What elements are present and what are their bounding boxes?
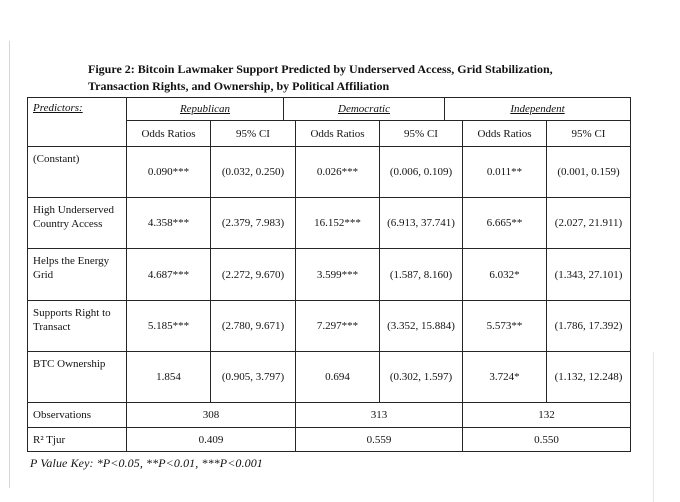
cell-value: (2.027, 21.911)	[554, 217, 623, 229]
figure-caption	[88, 61, 633, 94]
cell-value: 0.694	[296, 352, 380, 402]
table-row-high-underserved-access	[28, 197, 630, 248]
predictors-label: Predictors:	[33, 102, 83, 114]
cell-value: 0.011**	[463, 147, 547, 197]
cell-value: 6.665**	[463, 198, 547, 248]
cell-value: (2.379, 7.983)	[211, 198, 296, 248]
cell-value: 0.409	[127, 428, 296, 451]
column-header-95ci: 95% CI	[211, 121, 296, 146]
cell-value: (2.272, 9.670)	[211, 249, 296, 300]
group-header-republican: Republican	[127, 98, 284, 120]
cell-value: (0.905, 3.797)	[211, 352, 296, 402]
page-right-edge	[653, 352, 654, 502]
cell-value: 132	[538, 409, 555, 421]
cell-value: 0.090***	[127, 147, 211, 197]
table-header	[28, 98, 630, 146]
p-value-key: P Value Key: *P<0.05, **P<0.01, ***P<0.001	[30, 456, 263, 470]
cell-value: (2.780, 9.671)	[211, 301, 296, 351]
cell-value: (0.302, 1.597)	[380, 352, 463, 402]
cell-value: 5.185***	[127, 301, 211, 351]
cell-value: 3.599***	[296, 249, 380, 300]
cell-value: 1.854	[127, 352, 211, 402]
cell-value: 6.032*	[463, 249, 547, 300]
measure-header-row	[127, 121, 630, 146]
row-label: Supports Right to Transact	[28, 301, 127, 351]
table-row-constant	[28, 146, 630, 197]
table-row-helps-energy-grid	[28, 248, 630, 300]
cell-value: 4.687***	[127, 249, 211, 300]
cell-value: (0.032, 0.250)	[211, 147, 296, 197]
cell-value: (1.587, 8.160)	[380, 249, 463, 300]
cell-value: 16.152***	[296, 198, 380, 248]
table-row-r2-tjur	[28, 427, 630, 451]
page-left-edge	[9, 41, 10, 488]
cell-value: 7.297***	[296, 301, 380, 351]
party-group-row	[127, 98, 630, 121]
column-header-odds-ratios: Odds Ratios	[127, 121, 211, 146]
cell-value: (6.913, 37.741)	[380, 198, 463, 248]
figure-caption-line1: Figure 2: Bitcoin Lawmaker Support Predicted by Underserved Access, Grid Stabilization,	[88, 62, 553, 76]
group-header-independent: Independent	[510, 103, 565, 115]
cell-value: 0.550	[534, 433, 559, 446]
column-header-odds-ratios: Odds Ratios	[296, 121, 380, 146]
cell-value: 313	[296, 403, 463, 427]
cell-value: 0.559	[296, 428, 463, 451]
row-label: High Underserved Country Access	[28, 198, 127, 248]
table-row-observations	[28, 402, 630, 427]
cell-value: (1.343, 27.101)	[554, 268, 623, 281]
cell-value: (3.352, 15.884)	[380, 301, 463, 351]
cell-value: (0.001, 0.159)	[557, 166, 620, 178]
row-label: R² Tjur	[28, 428, 127, 451]
cell-value: (0.006, 0.109)	[380, 147, 463, 197]
figure-caption-line2: Transaction Rights, and Ownership, by Political Affiliation	[88, 78, 390, 93]
table-row-btc-ownership	[28, 351, 630, 402]
cell-value: (1.132, 12.248)	[554, 371, 623, 383]
cell-value: 5.573**	[463, 301, 547, 351]
table-row-supports-right-to-transact	[28, 300, 630, 351]
cell-value: 308	[127, 403, 296, 427]
column-header-odds-ratios: Odds Ratios	[463, 121, 547, 146]
column-header-95ci: 95% CI	[571, 127, 606, 140]
regression-table	[27, 97, 631, 452]
group-header-democratic: Democratic	[284, 98, 445, 120]
row-label: Observations	[28, 403, 127, 427]
row-label: BTC Ownership	[28, 352, 127, 402]
predictors-header-cell	[28, 98, 127, 146]
row-label: Helps the Energy Grid	[28, 249, 127, 300]
row-label: (Constant)	[28, 147, 127, 197]
cell-value: 4.358***	[127, 198, 211, 248]
cell-value: (1.786, 17.392)	[554, 320, 623, 332]
group-header-area	[127, 98, 630, 146]
column-header-95ci: 95% CI	[380, 121, 463, 146]
cell-value: 0.026***	[296, 147, 380, 197]
cell-value: 3.724*	[463, 352, 547, 402]
